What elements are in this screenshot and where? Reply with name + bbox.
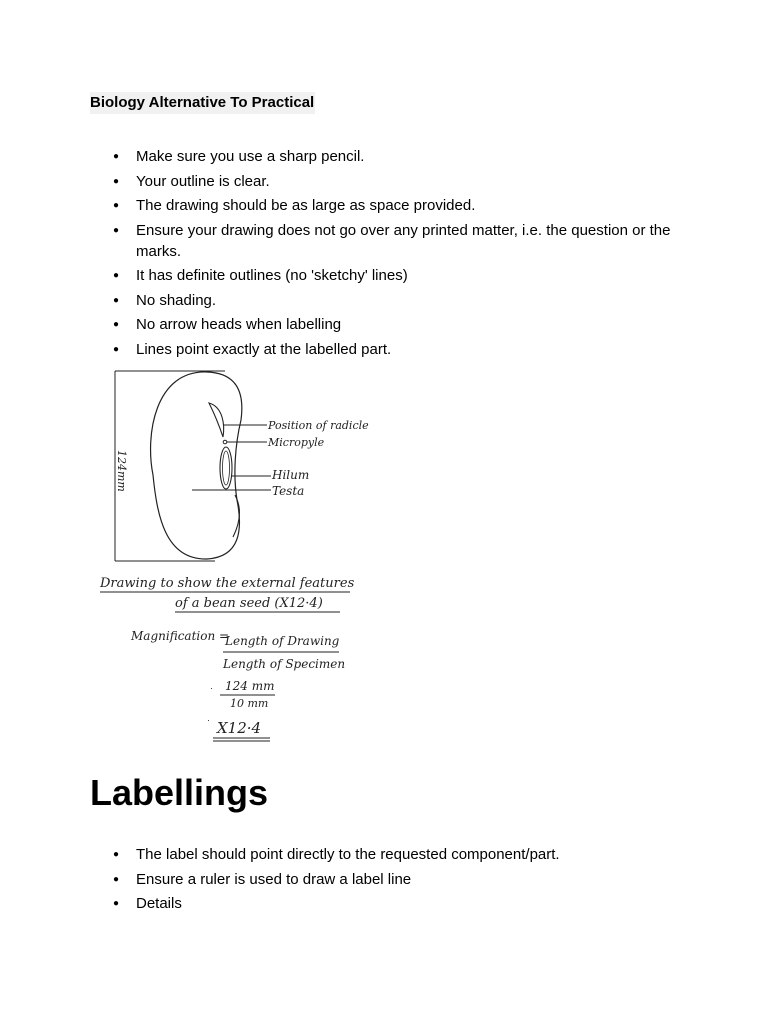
list-item: ● Make sure you use a sharp pencil. (0, 146, 768, 167)
value-numerator: 124 mm (225, 679, 275, 693)
bean-seed-drawing (95, 365, 375, 750)
list-item: ● Ensure your drawing does not go over any printed matter, i.e. the question or the marks. (0, 220, 768, 262)
equals-mark-1: · (210, 683, 213, 693)
formula-denominator: Length of Specimen (223, 657, 346, 671)
figure-caption-line1: Drawing to show the external features (100, 576, 355, 591)
hilum-outline (220, 447, 232, 489)
list-item: ● Ensure a ruler is used to draw a label line (0, 869, 768, 890)
list-item: ● The drawing should be as large as space provided. (0, 195, 768, 216)
list-item: ● No arrow heads when labelling (0, 314, 768, 335)
magnification-label: Magnification = (131, 629, 230, 643)
seed-outline (151, 372, 242, 559)
figure-caption-line2: of a bean seed (X12·4) (175, 596, 323, 611)
list-item: ● It has definite outlines (no 'sketchy' lines) (0, 265, 768, 286)
list-item: ● No shading. (0, 290, 768, 311)
list-item: ● The label should point directly to the requested component/part. (0, 844, 768, 865)
labelling-rules-list (0, 844, 768, 918)
label-testa: Testa (272, 484, 305, 498)
label-radicle: Position of radicle (268, 419, 369, 432)
label-hilum: Hilum (272, 468, 310, 482)
list-item: ● Lines point exactly at the labelled part. (0, 339, 768, 360)
hilum-inner (223, 451, 230, 485)
measurement-line (115, 371, 225, 561)
section-heading-labellings: Labellings (90, 772, 269, 813)
document-title: Biology Alternative To Practical (90, 92, 315, 114)
magnification-result: X12·4 (217, 719, 262, 737)
list-item: ● Your outline is clear. (0, 171, 768, 192)
formula-numerator: Length of Drawing (225, 634, 340, 648)
equals-mark-2: · (207, 715, 210, 725)
value-denominator: 10 mm (230, 697, 269, 710)
measurement-label: 124mm (115, 450, 128, 492)
radicle-outline (209, 403, 224, 437)
label-micropyle: Micropyle (268, 436, 325, 449)
drawing-rules-list (0, 146, 768, 363)
list-item: ● Details (0, 893, 768, 914)
micropyle-mark (223, 440, 227, 444)
